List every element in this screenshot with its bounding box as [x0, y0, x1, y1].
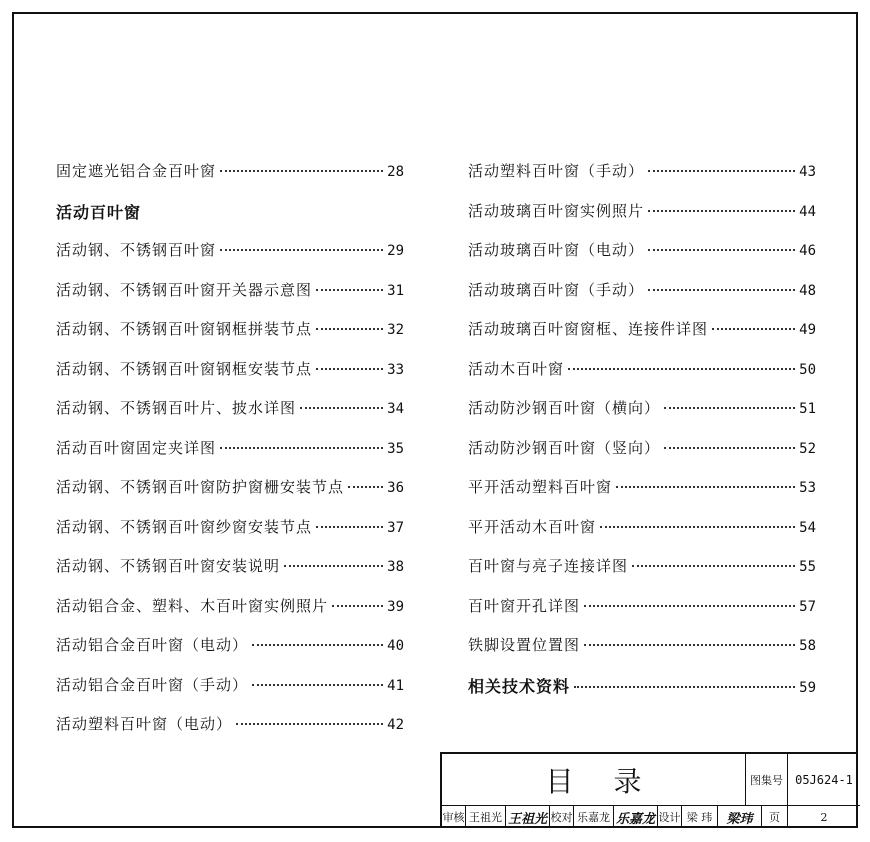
toc-entry: [56, 713, 404, 753]
toc-leader-dots: [332, 605, 383, 607]
toc-entry-label: 活动玻璃百叶窗（手动）: [468, 280, 645, 299]
toc-section-heading: [468, 674, 816, 714]
toc-entry-label: 平开活动木百叶窗: [468, 517, 597, 536]
toc-leader-dots: [236, 723, 383, 725]
toc-entry-page: 55: [799, 559, 816, 575]
toc-entry: [468, 516, 816, 556]
toc-entry-page: 37: [387, 519, 404, 536]
toc-entry: [56, 358, 404, 398]
title-block: [440, 752, 858, 828]
toc-leader-dots: [300, 407, 383, 409]
toc-entry: [468, 476, 816, 516]
toc-entry-label: 铁脚设置位置图: [468, 636, 581, 654]
toc-leader-dots: [348, 486, 383, 488]
toc-leader-dots: [584, 605, 795, 607]
toc-left-column: [56, 160, 404, 753]
toc-leader-dots: [584, 644, 795, 646]
check-label: 校对: [550, 806, 574, 828]
toc-leader-dots: [316, 526, 383, 528]
toc-entry-label: 平开活动塑料百叶窗: [468, 478, 613, 496]
toc-entry-page: 58: [799, 638, 816, 654]
toc-entry: [468, 160, 816, 200]
toc-entry-label: 活动玻璃百叶窗窗框、连接件详图: [468, 320, 709, 338]
toc-entry-page: 32: [387, 322, 404, 338]
page-number: 2: [820, 810, 828, 824]
checker-name: 乐嘉龙: [574, 806, 614, 828]
toc-entry-label: 活动铝合金百叶窗（手动）: [56, 675, 249, 694]
toc-entry-page: 42: [387, 717, 404, 733]
toc-entry-page: 39: [387, 598, 404, 615]
toc-entry-label: 活动百叶窗: [56, 202, 142, 222]
toc-entry: [56, 516, 404, 556]
toc-entry-page: 34: [387, 401, 404, 417]
toc-leader-dots: [648, 210, 795, 212]
toc-entry: [56, 555, 404, 595]
toc-entry-label: 活动钢、不锈钢百叶窗安装说明: [56, 557, 281, 575]
toc-entry-page: 38: [387, 559, 404, 575]
toc-entry-page: 57: [799, 598, 816, 615]
checker-signature: 乐嘉龙: [614, 806, 658, 828]
designer-name: 梁 玮: [682, 806, 718, 828]
drawing-title: 目录: [442, 754, 746, 806]
toc-leader-dots: [632, 565, 795, 567]
toc-entry-page: 46: [799, 243, 816, 259]
toc-leader-dots: [220, 447, 383, 449]
toc-entry: [468, 437, 816, 477]
toc-entry-page: 28: [387, 164, 404, 180]
toc-entry-page: 29: [387, 243, 404, 259]
toc-entry: [56, 160, 404, 200]
toc-entry-label: 活动铝合金百叶窗（电动）: [56, 636, 249, 654]
toc-entry: [468, 358, 816, 398]
reviewer-name: 王祖光: [466, 806, 506, 828]
toc-leader-dots: [574, 686, 795, 688]
toc-entry-label: 活动玻璃百叶窗（电动）: [468, 241, 645, 259]
toc-entry-label: 活动防沙钢百叶窗（竖向）: [468, 438, 661, 457]
designer-signature: 梁玮: [718, 806, 762, 828]
toc-entry: [56, 634, 404, 674]
toc-entry-page: 49: [799, 322, 816, 338]
toc-entry: [468, 555, 816, 595]
toc-leader-dots: [252, 644, 383, 646]
toc-entry-label: 相关技术资料: [468, 676, 571, 696]
toc-leader-dots: [712, 328, 795, 330]
toc-entry: [56, 437, 404, 477]
toc-leader-dots: [648, 249, 795, 251]
page-label: 页: [762, 806, 788, 828]
toc-entry-label: 活动木百叶窗: [468, 359, 565, 378]
toc-leader-dots: [568, 368, 795, 370]
signature-row: [442, 806, 860, 828]
toc-entry: [468, 634, 816, 674]
toc-leader-dots: [220, 170, 383, 172]
toc-entry-page: 52: [799, 440, 816, 457]
toc-entry-label: 活动钢、不锈钢百叶窗纱窗安装节点: [56, 517, 313, 536]
toc-leader-dots: [648, 289, 795, 291]
toc-leader-dots: [664, 407, 795, 409]
toc-entry: [56, 239, 404, 279]
toc-entry: [468, 279, 816, 319]
toc-leader-dots: [600, 526, 795, 528]
toc-entry: [56, 397, 404, 437]
toc-entry: [56, 318, 404, 358]
review-label: 审核: [442, 806, 466, 828]
toc-entry: [56, 674, 404, 714]
toc-entry-label: 活动钢、不锈钢百叶窗防护窗栅安装节点: [56, 478, 345, 496]
toc-entry-page: 44: [799, 203, 816, 220]
toc-leader-dots: [616, 486, 795, 488]
toc-entry-page: 33: [387, 361, 404, 378]
toc-entry-page: 35: [387, 440, 404, 457]
toc-entry-page: 43: [799, 164, 816, 180]
toc-entry: [56, 595, 404, 635]
toc-entry-label: 活动钢、不锈钢百叶窗钢框拼装节点: [56, 320, 313, 338]
toc-entry-label: 活动塑料百叶窗（手动）: [468, 162, 645, 180]
toc-right-column: [468, 160, 816, 713]
toc-entry: [468, 397, 816, 437]
toc-entry-page: 50: [799, 361, 816, 378]
toc-entry-label: 活动钢、不锈钢百叶窗: [56, 241, 217, 259]
toc-leader-dots: [648, 170, 795, 172]
design-label: 设计: [658, 806, 682, 828]
toc-leader-dots: [252, 684, 383, 686]
toc-entry-label: 固定遮光铝合金百叶窗: [56, 162, 217, 180]
toc-entry-label: 百叶窗开孔详图: [468, 596, 581, 615]
toc-entry: [468, 595, 816, 635]
toc-entry-label: 活动钢、不锈钢百叶窗开关器示意图: [56, 280, 313, 299]
toc-entry-label: 活动钢、不锈钢百叶窗钢框安装节点: [56, 359, 313, 378]
toc-entry-label: 活动钢、不锈钢百叶片、披水详图: [56, 399, 297, 417]
toc-entry: [56, 476, 404, 516]
reviewer-signature: 王祖光: [506, 806, 550, 828]
toc-leader-dots: [220, 249, 383, 251]
toc-entry-label: 百叶窗与亮子连接详图: [468, 557, 629, 575]
toc-entry: [468, 318, 816, 358]
atlas-number-label: 图集号: [746, 754, 788, 806]
toc-leader-dots: [284, 565, 383, 567]
toc-entry-label: 活动塑料百叶窗（电动）: [56, 715, 233, 733]
toc-leader-dots: [664, 447, 795, 449]
toc-entry-page: 48: [799, 282, 816, 299]
toc-leader-dots: [316, 328, 383, 330]
toc-entry-label: 活动铝合金、塑料、木百叶窗实例照片: [56, 596, 329, 615]
toc-entry-page: 53: [799, 480, 816, 496]
toc-entry-page: 54: [799, 519, 816, 536]
toc-entry-label: 活动玻璃百叶窗实例照片: [468, 201, 645, 220]
toc-section-heading: [56, 200, 404, 240]
toc-entry-label: 活动百叶窗固定夹详图: [56, 438, 217, 457]
toc-leader-dots: [316, 289, 383, 291]
toc-entry: [56, 279, 404, 319]
toc-entry: [468, 239, 816, 279]
toc-entry-page: 40: [387, 638, 404, 654]
toc-entry-page: 51: [799, 401, 816, 417]
toc-entry-label: 活动防沙钢百叶窗（横向）: [468, 399, 661, 417]
toc-entry-page: 59: [799, 679, 816, 696]
toc-leader-dots: [316, 368, 383, 370]
toc-entry: [468, 200, 816, 240]
atlas-number: 05J624-1: [788, 754, 860, 806]
toc-entry-page: 31: [387, 282, 404, 299]
toc-entry-page: 41: [387, 677, 404, 694]
toc-entry-page: 36: [387, 480, 404, 496]
